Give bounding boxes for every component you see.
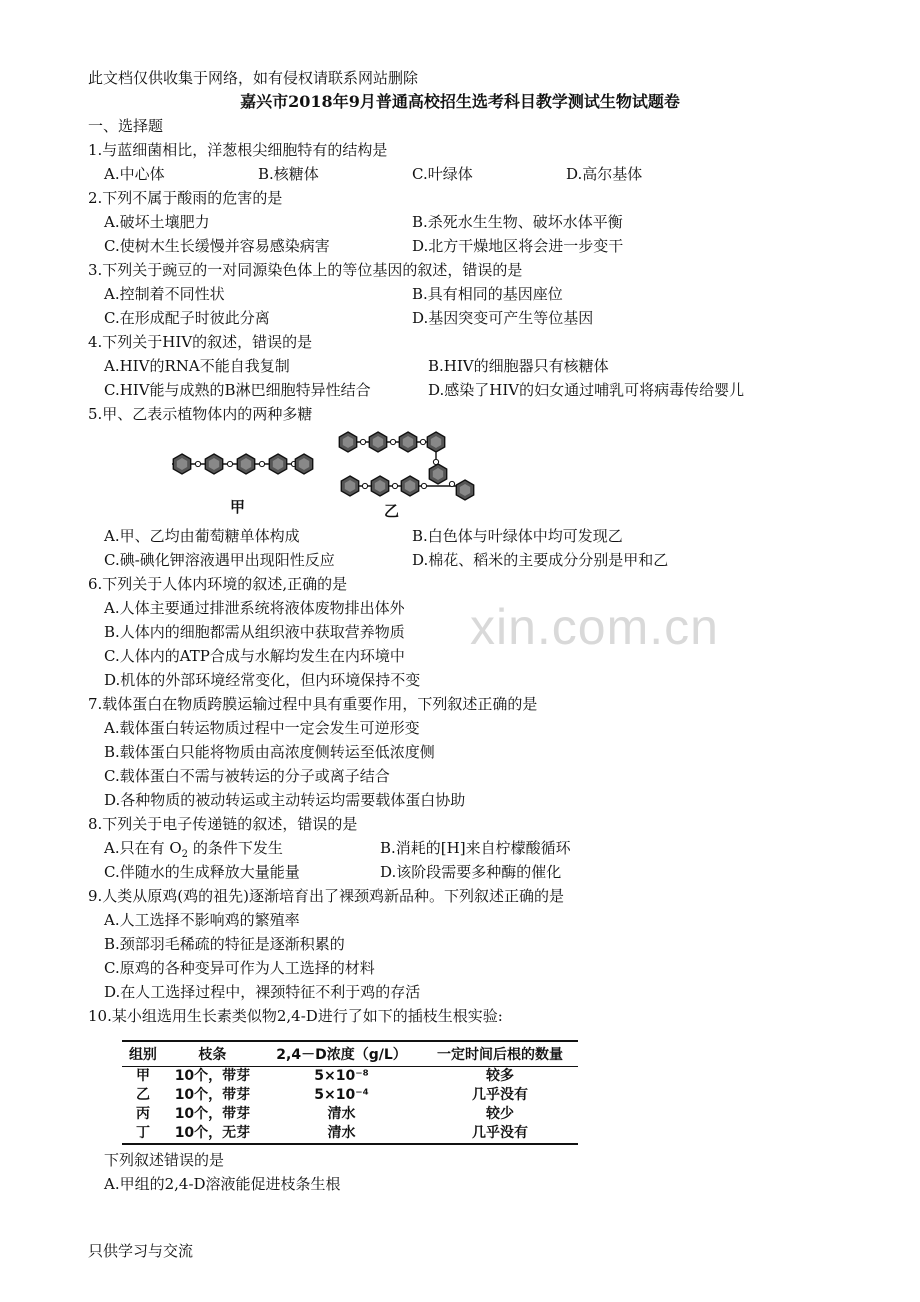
table-cell: 甲 <box>135 1068 150 1084</box>
q5-stem: 5.甲、乙表示植物体内的两种多糖 <box>88 405 313 423</box>
table-cell: 几乎没有 <box>422 1124 578 1144</box>
q6-option-c: C.人体内的ATP合成与水解均发生在内环境中 <box>104 647 405 665</box>
q3-stem: 3.下列关于豌豆的一对同源染色体上的等位基因的叙述，错误的是 <box>88 261 523 279</box>
q8-option-a <box>104 838 283 865</box>
table-row <box>122 1067 578 1087</box>
q3-option-c: C.在形成配子时彼此分离 <box>104 309 270 327</box>
q7-stem: 7.载体蛋白在物质跨膜运输过程中具有重要作用，下列叙述正确的是 <box>88 695 538 713</box>
q1-option-d: D.高尔基体 <box>566 165 643 183</box>
q4-option-b: B.HIV的细胞器只有核糖体 <box>428 357 609 375</box>
table-row <box>122 1105 578 1124</box>
table-cell: 乙 <box>135 1087 150 1103</box>
q4-option-a: A.HIV的RNA不能自我复制 <box>104 357 290 375</box>
footer-note: 只供学习与交流 <box>88 1242 194 1260</box>
q2-stem: 2.下列不属于酸雨的危害的是 <box>88 189 283 207</box>
q9-option-b: B.颈部羽毛稀疏的特征是逐渐积累的 <box>104 935 345 953</box>
table-cell: 丙 <box>135 1106 150 1122</box>
table-cell: 5×10⁻⁸ <box>314 1068 369 1084</box>
q8-option-a-sub: 2 <box>181 849 189 860</box>
table-header-root-count: 一定时间后根的数量 <box>422 1041 578 1067</box>
q6-option-a: A.人体主要通过排泄系统将液体废物排出体外 <box>104 599 405 617</box>
q7-option-d: D.各种物质的被动转运或主动转运均需要载体蛋白协助 <box>104 791 466 809</box>
label-jia: 甲 <box>230 498 246 516</box>
q1-option-a: A.中心体 <box>104 165 165 183</box>
table-cell: 5×10⁻⁴ <box>314 1087 369 1103</box>
q8-option-a-pre: A.只在有 O <box>104 839 182 857</box>
table-header-branch: 枝条 <box>164 1041 261 1067</box>
table-header-concentration: 2,4－D浓度（g/L） <box>261 1041 422 1067</box>
q2-option-c: C.使树木生长缓慢并容易感染病害 <box>104 237 330 255</box>
q4-stem: 4.下列关于HIV的叙述，错误的是 <box>88 333 313 351</box>
q10-stem: 10.某小组选用生长素类似物2,4-D进行了如下的插枝生根实验: <box>88 1007 503 1025</box>
table-cell: 10个，无芽 <box>164 1124 261 1144</box>
q5-option-c: C.碘-碘化钾溶液遇甲出现阳性反应 <box>104 551 335 569</box>
table-cell: 10个，带芽 <box>174 1106 251 1122</box>
q5-option-a: A.甲、乙均由葡萄糖单体构成 <box>104 527 300 545</box>
table-header-group: 组别 <box>122 1041 164 1067</box>
q9-option-a: A.人工选择不影响鸡的繁殖率 <box>104 911 300 929</box>
q8-option-a-post: 的条件下发生 <box>188 839 283 857</box>
q7-option-a: A.载体蛋白转运物质过程中一定会发生可逆形变 <box>104 719 420 737</box>
table-cell: 10个，带芽 <box>174 1068 251 1084</box>
table-header-row <box>122 1041 578 1067</box>
table-cell: 10个，带芽 <box>174 1087 251 1103</box>
q9-option-d: D.在人工选择过程中，裸颈特征不利于鸡的存活 <box>104 983 421 1001</box>
table-cell: 较少 <box>486 1106 515 1122</box>
label-yi: 乙 <box>384 502 400 520</box>
watermark: xin.com.cn <box>470 599 719 655</box>
q1-option-c: C.叶绿体 <box>412 165 473 183</box>
table-row <box>122 1124 578 1144</box>
q9-stem: 9.人类从原鸡(鸡的祖先)逐渐培育出了裸颈鸡新品种。下列叙述正确的是 <box>88 887 565 905</box>
table-cell: 较多 <box>486 1068 515 1084</box>
section-heading: 一、选择题 <box>88 117 164 135</box>
q6-stem: 6.下列关于人体内环境的叙述,正确的是 <box>88 575 348 593</box>
q3-option-b: B.具有相同的基因座位 <box>412 285 563 303</box>
q2-option-a: A.破坏土壤肥力 <box>104 213 210 231</box>
q5-option-b: B.白色体与叶绿体中均可发现乙 <box>412 527 623 545</box>
table-cell: 丁 <box>122 1124 164 1144</box>
table-cell: 几乎没有 <box>472 1087 529 1103</box>
page-title: 嘉兴市2018年9月普通高校招生选考科目教学测试生物试题卷 <box>240 92 680 111</box>
q2-option-d: D.北方干燥地区将会进一步变干 <box>412 237 624 255</box>
q1-option-b: B.核糖体 <box>258 165 319 183</box>
q3-option-d: D.基因突变可产生等位基因 <box>412 309 594 327</box>
q9-option-c: C.原鸡的各种变异可作为人工选择的材料 <box>104 959 375 977</box>
q2-option-b: B.杀死水生生物、破坏水体平衡 <box>412 213 623 231</box>
table-cell: 清水 <box>261 1124 422 1144</box>
q7-option-b: B.载体蛋白只能将物质由高浓度侧转运至低浓度侧 <box>104 743 435 761</box>
q1-stem: 1.与蓝细菌相比，洋葱根尖细胞特有的结构是 <box>88 141 388 159</box>
q4-option-d: D.感染了HIV的妇女通过哺乳可将病毒传给婴儿 <box>428 381 745 399</box>
experiment-table <box>122 1040 578 1145</box>
q8-option-c: C.伴随水的生成释放大量能量 <box>104 863 300 881</box>
q3-option-a: A.控制着不同性状 <box>104 285 225 303</box>
q6-option-d: D.机体的外部环境经常变化，但内环境保持不变 <box>104 671 421 689</box>
q6-option-b: B.人体内的细胞都需从组织液中获取营养物质 <box>104 623 405 641</box>
table-row <box>122 1086 578 1105</box>
q4-option-c: C.HIV能与成熟的B淋巴细胞特异性结合 <box>104 381 371 399</box>
q8-stem: 8.下列关于电子传递链的叙述，错误的是 <box>88 815 358 833</box>
q5-option-d: D.棉花、稻米的主要成分分别是甲和乙 <box>412 551 669 569</box>
q10-follow-text: 下列叙述错误的是 <box>104 1151 225 1169</box>
q8-option-d: D.该阶段需要多种酶的催化 <box>380 863 562 881</box>
header-note: 此文档仅供收集于网络，如有侵权请联系网站删除 <box>88 69 419 87</box>
table-cell: 清水 <box>327 1106 356 1122</box>
q10-option-a: A.甲组的2,4-D溶液能促进枝条生根 <box>104 1175 341 1193</box>
q8-option-b: B.消耗的[H]来自柠檬酸循环 <box>380 839 571 857</box>
polysaccharide-diagram <box>160 428 500 518</box>
q7-option-c: C.载体蛋白不需与被转运的分子或离子结合 <box>104 767 390 785</box>
